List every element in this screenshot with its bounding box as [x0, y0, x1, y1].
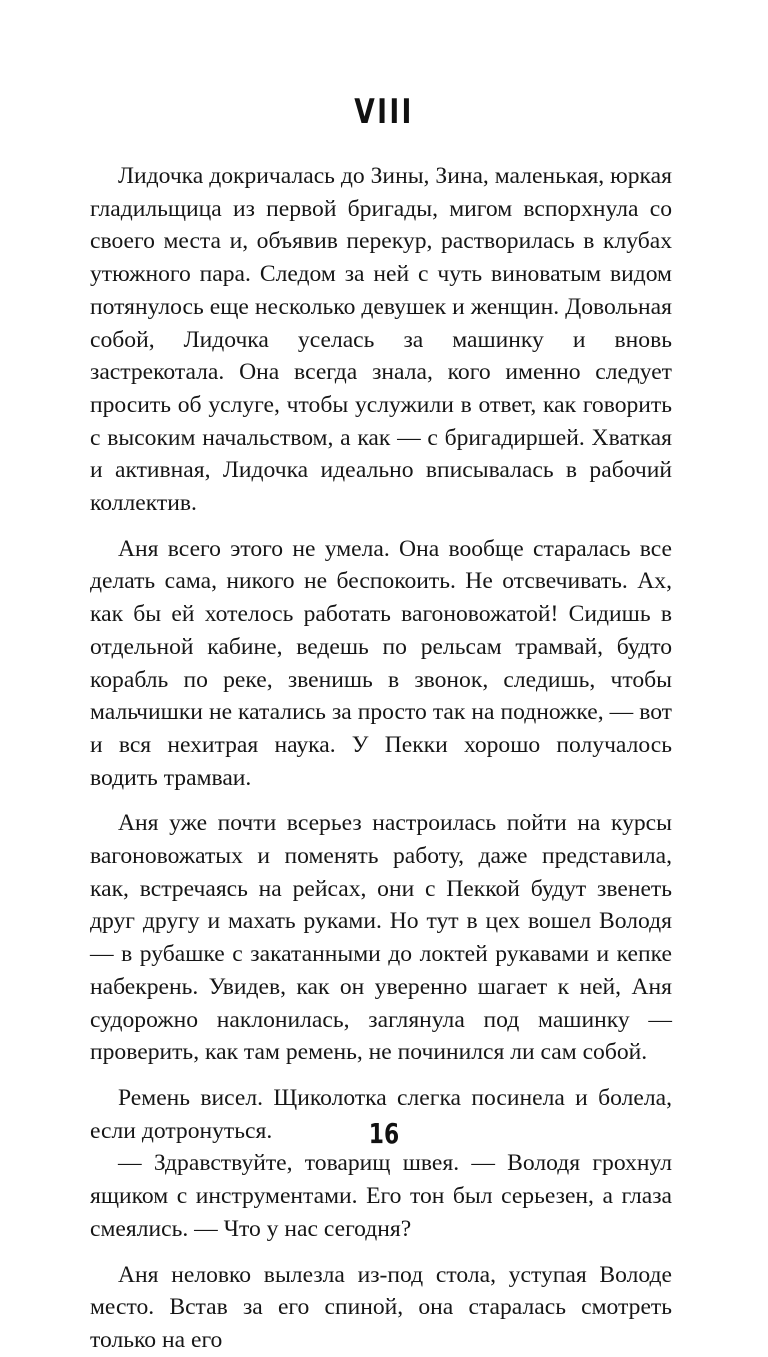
paragraph-3: Аня уже почти всерьез настроилась пойти на курсы вагоновожатых и поменять работу, даже представила, как, встречаясь на рейсах, они с Пеккой будут звенеть друг другу и махать руками. Но тут в цех вошел Володя — в рубашке с закатанными до локтей рукавами и кепке набекрень. Увидев, как он уверенно шагает к ней, Аня судорожно наклонилась, заглянула под машинку — проверить, как там ремень, не починился ли сам собой.	[90, 810, 672, 1066]
paragraph-6: Аня неловко вылезла из-под стола, уступая Володе место. Встав за его спиной, она старалась смотреть только на его	[90, 1261, 672, 1353]
paragraph-5: — Здравствуйте, товарищ швея. — Володя грохнул ящиком с инструментами. Его тон был серьезен, а глаза смеялись. — Что у нас сегодня?	[90, 1150, 672, 1242]
paragraph-4: Ремень висел. Щиколотка слегка посинела и болела, если дотронуться.	[90, 1084, 672, 1144]
page-number: 16	[368, 1117, 400, 1150]
chapter-heading: VIII	[354, 92, 414, 132]
body-text	[90, 160, 672, 1357]
paragraph-2: Аня всего этого не умела. Она вообще старалась все делать сама, никого не беспокоить. Не отсвечивать. Ах, как бы ей хотелось работать вагоновожатой! Сидишь в отдельной кабине, ведешь по рельсам трамвай, будто корабль по реке, звенишь в звонок, следишь, чтобы мальчишки не катались за просто так на подножке, — вот и вся нехитрая наука. У Пекки хорошо получалось водить трамваи.	[90, 535, 672, 791]
paragraph-1: Лидочка докричалась до Зины, Зина, маленькая, юркая гладильщица из первой бригады, мигом вспорхнула со своего места и, объявив перекур, растворилась в клубах утюжного пара. Следом за ней с чуть виноватым видом потянулось еще несколько девушек и женщин. Довольная собой, Лидочка уселась за машинку и вновь застрекотала. Она всегда знала, кого именно следует просить об услуге, чтобы услужили в ответ, как говорить с высоким начальством, а как — с бригадиршей. Хваткая и активная, Лидочка идеально вписывалась в рабочий коллектив.	[90, 163, 672, 517]
